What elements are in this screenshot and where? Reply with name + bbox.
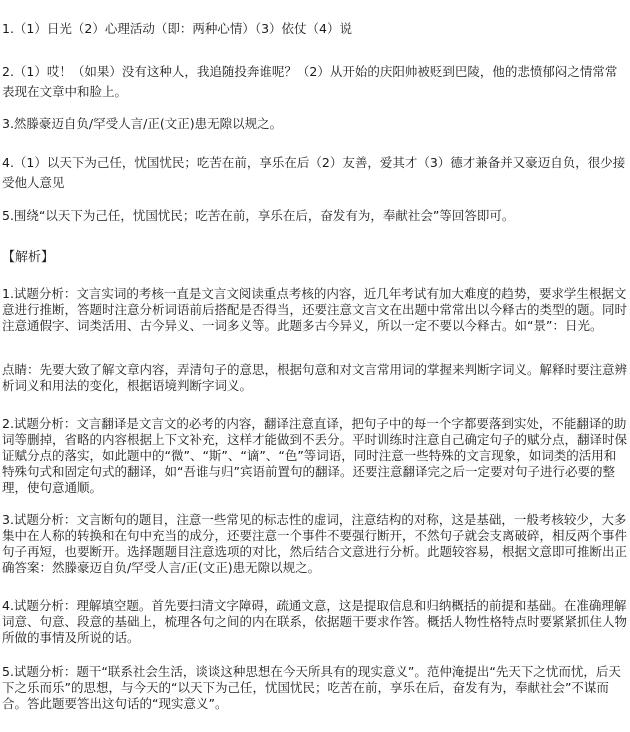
answer-3: 3.然滕豪迈自负/罕受人言/正(文正)患无隙以规之。	[2, 116, 283, 131]
analysis-4: 4.试题分析：理解填空题。首先要扫清文字障碍，疏通文意，这是提取信息和归纳概括的前提和基础。在准确理解词意、句意、段意的基础上，梳理各句之间的内在联系，依据题干要求作答。概括人物性格特点时要紧紧抓住人物所做的事情及所说的话。	[2, 598, 628, 645]
analysis-2: 2.试题分析：文言翻译是文言文的必考的内容，翻译注意直译，把句子中的每一个字都要落到实处，不能翻译的助词等删掉，省略的内容根据上下文补充，这样才能做到不丢分。平时训练时注意自己确定句子的赋分点，翻译时保证赋分点的落实，如此题中的“微”、“斯”、“谪”、“色”等词语，同时注意一些特殊的文言现象，如词类的活用和特殊句式和固定句式的翻译，如“吾谁与归”宾语前置句的翻译。还要注意翻译完之后一定要对句子进行必要的整理，使句意通顺。	[2, 416, 628, 495]
analysis-1: 1.试题分析：文言实词的考核一直是文言文阅读重点考核的内容，近几年考试有加大难度的趋势，要求学生根据文意进行推断，答题时注意分析词语前后搭配是否得当，还要注意文言文在出题中常常出以今释古的类型的题。同时注意通假字、词类活用、古今异义、一词多义等。此题多古今异义，所以一定不要以今释古。如“景”：日光。	[2, 286, 628, 333]
answer-1: 1.（1）日光（2）心理活动（即：两种心情）（3）依仗（4）说	[2, 21, 352, 36]
analysis-3: 3.试题分析：文言断句的题目，注意一些常见的标志性的虚词，注意结构的对称，这是基础，一般考核较少，大多集中在人称的转换和在句中充当的成分，还要注意一个事件不要强行断开，不然句子就会支离破碎，相反两个事件句子再短，也要断开。选择题题目注意选项的对比，然后结合文意进行分析。此题较容易，根据文意即可推断出正确答案：然滕豪迈自负/罕受人言/正(文正)患无隙以规之。	[2, 512, 628, 575]
analysis-5: 5.试题分析：题干“联系社会生活，谈谈这种思想在今天所具有的现实意义”。范仲淹提出“先天下之忧而忧，后天下之乐而乐”的思想，与今天的“以天下为己任，忧国忧民；吃苦在前，享乐在后，奋发有为，奉献社会”不谋而合。答此题要答出这句话的“现实意义”。	[2, 664, 621, 711]
analysis-heading: 【解析】	[2, 250, 55, 265]
answer-5: 5.围绕“以天下为己任，忧国忧民；吃苦在前，享乐在后，奋发有为，奉献社会”等回答即可。	[2, 208, 515, 223]
answer-4: 4.（1）以天下为己任，忧国忧民；吃苦在前，享乐在后（2）友善，爱其才（3）德才兼备并又豪迈自负，很少接受他人意见	[2, 155, 626, 190]
analysis-1-note: 点睛：先要大致了解文章内容，弄清句子的意思，根据句意和对文言常用词的掌握来判断字词义。解释时要注意辨析词义和用法的变化，根据语境判断字词义。	[2, 362, 628, 393]
answer-2: 2.（1）哎！（如果）没有这种人，我追随投奔谁呢？（2）从开始的庆阳帅被贬到巴陵，他的悲愤郁闷之情常常表现在文章中和脸上。	[2, 64, 618, 99]
